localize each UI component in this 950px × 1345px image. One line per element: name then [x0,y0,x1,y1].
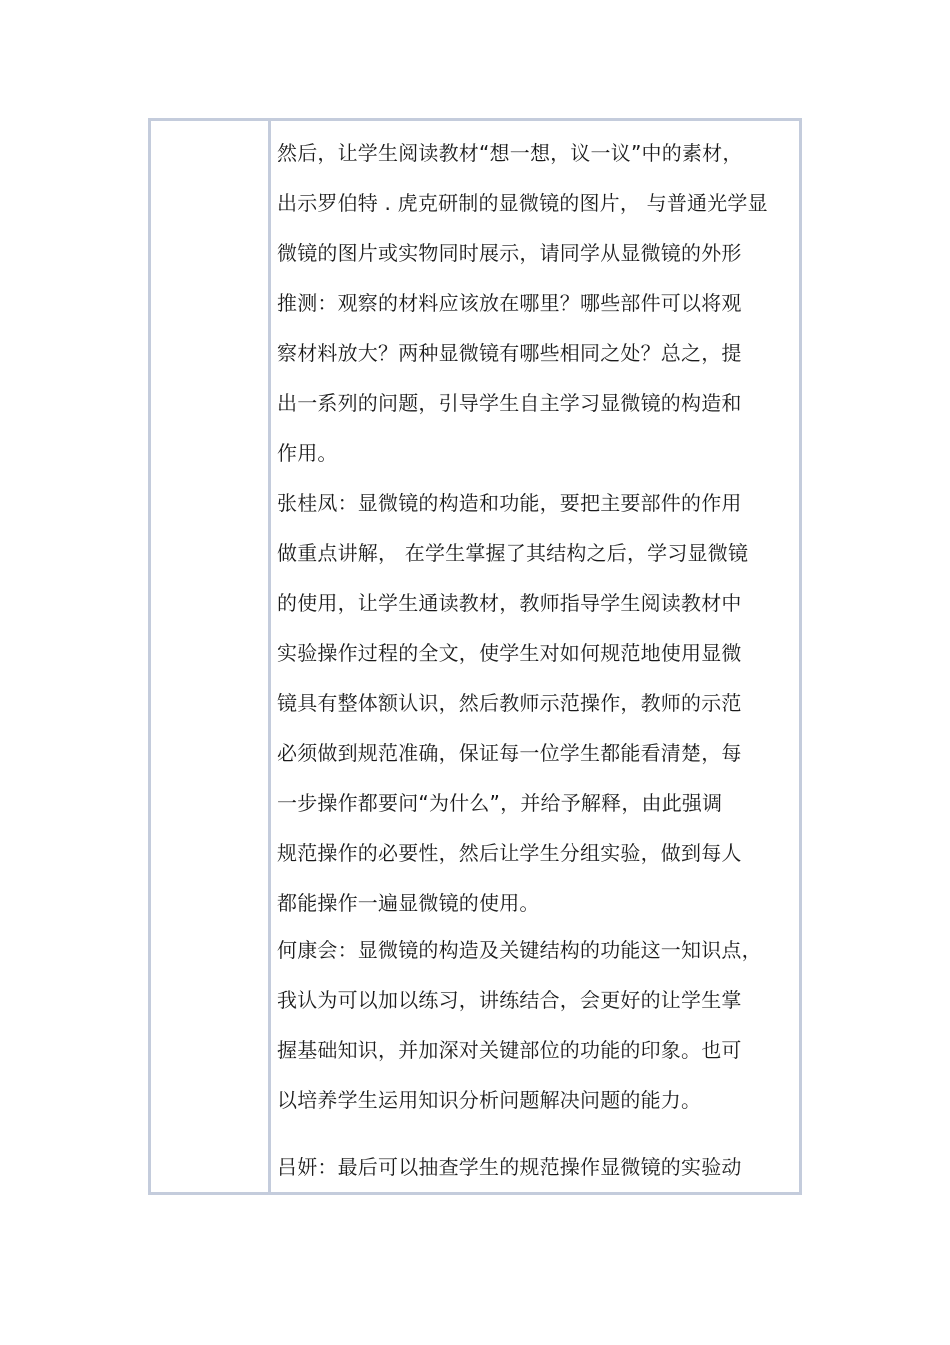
text-line: 察材料放大？两种显微镜有哪些相同之处？总之，提 [277,341,742,365]
text-line: 实验操作过程的全文，使学生对如何规范地使用显微 [277,641,742,665]
text-line: 的使用，让学生通读教材，教师指导学生阅读教材中 [277,591,742,615]
document-table [148,118,802,1195]
text-line: 张桂凤：显微镜的构造和功能，要把主要部件的作用 [277,491,742,515]
text-line: 作用。 [277,441,338,465]
text-line: 然后，让学生阅读教材“想一想，议一议”中的素材， [277,141,743,165]
text-line: 都能操作一遍显微镜的使用。 [277,891,540,915]
text-line: 推测：观察的材料应该放在哪里？哪些部件可以将观 [277,291,742,315]
text-line: 镜具有整体额认识，然后教师示范操作，教师的示范 [277,691,742,715]
text-line: 吕妍：最后可以抽查学生的规范操作显微镜的实验动 [277,1155,742,1179]
text-line: 出示罗伯特 . 虎克研制的显微镜的图片， 与普通光学显 [277,191,768,215]
text-line: 一步操作都要问“为什么”，并给予解释，由此强调 [277,791,723,815]
table-left-cell [151,121,271,1192]
text-line: 我认为可以加以练习，讲练结合，会更好的让学生掌 [277,988,742,1012]
text-line: 何康会：显微镜的构造及关键结构的功能这一知识点， [277,938,762,962]
text-line: 握基础知识，并加深对关键部位的功能的印象。也可 [277,1038,742,1062]
text-line: 做重点讲解， 在学生掌握了其结构之后，学习显微镜 [277,541,749,565]
text-line: 必须做到规范准确，保证每一位学生都能看清楚，每 [277,741,742,765]
text-line: 微镜的图片或实物同时展示，请同学从显微镜的外形 [277,241,742,265]
text-line: 以培养学生运用知识分析问题解决问题的能力。 [277,1088,702,1112]
table-right-cell [271,121,799,1192]
text-line: 出一系列的问题，引导学生自主学习显微镜的构造和 [277,391,742,415]
text-line: 规范操作的必要性，然后让学生分组实验，做到每人 [277,841,742,865]
